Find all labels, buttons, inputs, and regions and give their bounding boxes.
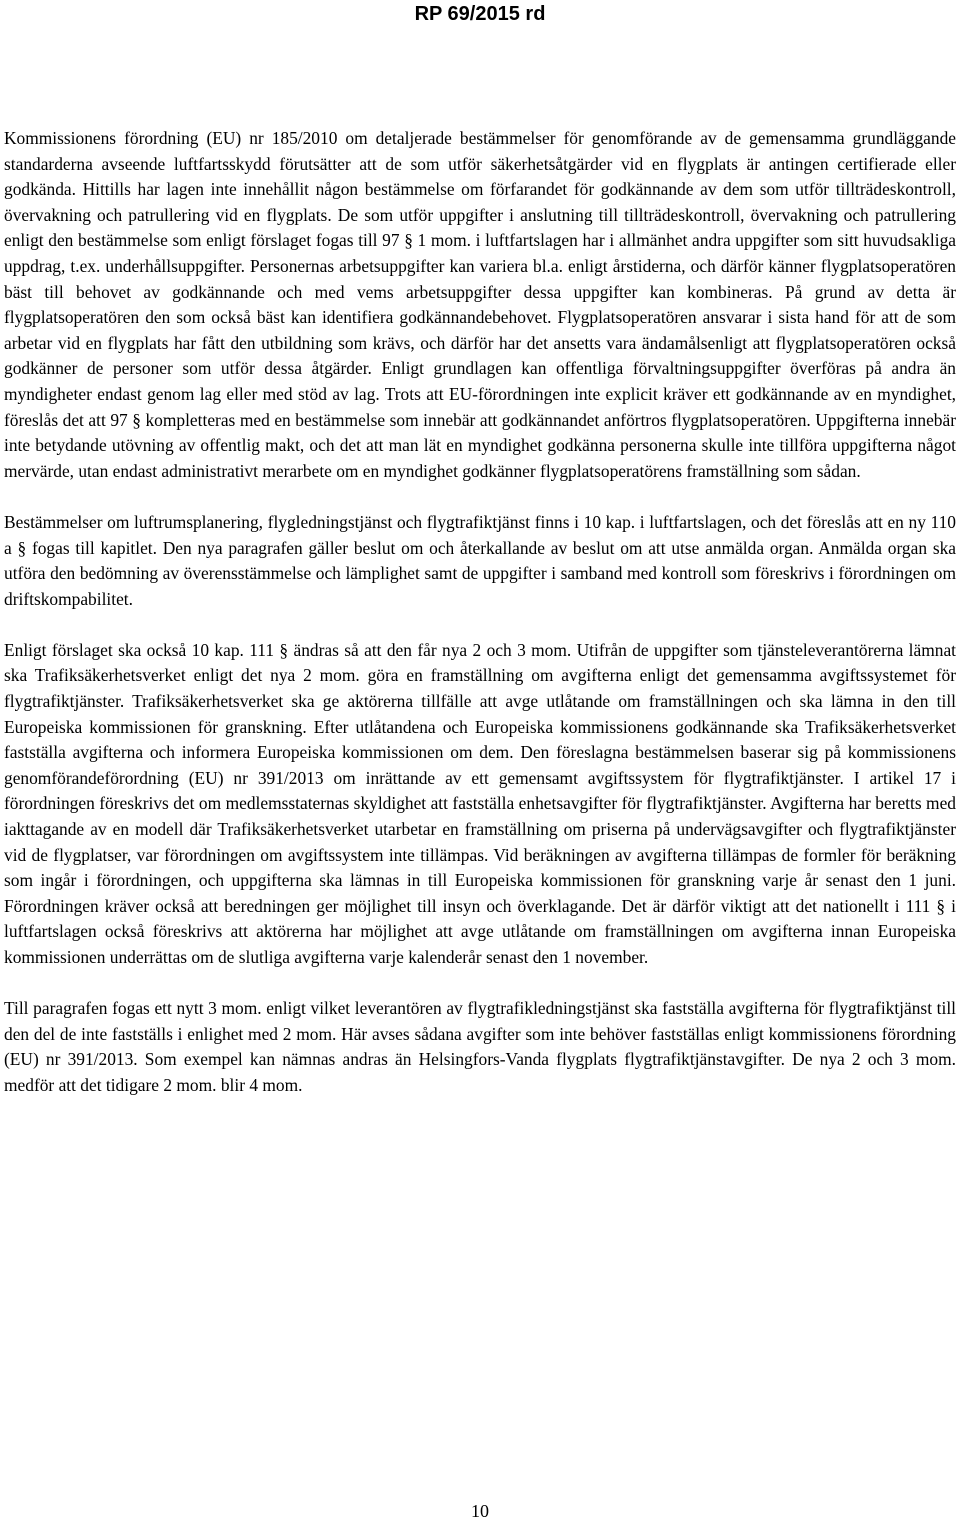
paragraph-airspace-planning: Bestämmelser om luftrumsplanering, flygledningstjänst och flygtrafiktjänst finns i 10 kap. i luftfartslagen, och det föreslås att en ny 110 a § fogas till kapitlet. Den nya paragrafen gäller beslut om och återkallande av beslut om att utse anmälda organ. Anmälda organ ska utföra den bedömning av överensstämmelse och lämplighet samt de uppgifter i samband med kontroll som föreskrivs i förordningen om driftskompabilitet.	[4, 511, 956, 609]
page-number: 10	[471, 1501, 489, 1521]
paragraph-new-moment: Till paragrafen fogas ett nytt 3 mom. enligt vilket leverantören av flygtrafikledningstjänst ska fastställa avgifterna för flygtrafiktjänst till den del de inte fastställs i enlighet med 2 mom. Här avses sådana avgifter som inte behöver fastställas enligt kommissionens förordning (EU) nr 391/2013. Som exempel kan nämnas andras än Helsingfors-Vanda flygplats flygtrafiktjänstavgifter. De nya 2 och 3 mom. medför att det tidigare 2 mom. blir 4 mom.	[4, 998, 956, 1095]
paragraph-aviation-security-approval: Kommissionens förordning (EU) nr 185/2010 om detaljerade bestämmelser för genomförande av de gemensamma grundläggande standarderna avseende luftfartsskydd förutsätter att de som utför säkerhetsåtgärder vid en flygplats är antingen certifierade eller godkända. Hittills har lagen inte innehållit någon bestämmelse om förfarandet för godkännande av dem som utför tillträdeskontroll, övervakning och patrullering vid en flygplats. De som utför uppgifter i anslutning till tillträdeskontroll, övervakning och patrullering enligt den bestämmelse som enligt förslaget fogas till 97 § 1 mom. i luftfartslagen har i allmänhet andra uppgifter som sitt huvudsakliga uppdrag, t.ex. underhållsuppgifter. Personernas arbetsuppgifter kan variera bl.a. enligt årstiderna, och därför känner flygplatsoperatören bäst till behovet av godkännande och med vems arbetsuppgifter dessa uppgifter kan kombineras. På grund av detta är flygplatsoperatören den som också bäst kan identifiera godkännandebehovet. Flygplatsoperatören ansvarar i sista hand för att de som arbetar vid en flygplats har fått den utbildning som krävs, och därför har det ansetts vara ändamålsenligt att flygplatsoperatören också godkänner de personer som utför dessa åtgärder. Enligt grundlagen kan offentliga förvaltningsuppgifter överföras på andra än myndigheter endast genom lag eller med stöd av lag. Trots att EU-förordningen inte explicit kräver ett godkännande av en myndighet, föreslås det att 97 § kompletteras med en bestämmelse som innebär att godkännandet anförtros flygplatsoperatören. Uppgifterna innebär inte betydande utövning av offentlig makt, och det att man lät en myndighet godkänna personerna skulle inte tillföra uppgifterna något mervärde, utan endast administrativt merarbete om en myndighet godkänner flygplatsoperatörens framställning som sådan.	[4, 128, 956, 481]
document-body	[4, 126, 956, 1099]
document-header: RP 69/2015 rd	[414, 3, 546, 25]
paragraph-charges-proposal: Enligt förslaget ska också 10 kap. 111 § ändras så att den får nya 2 och 3 mom. Utifrån de uppgifter som tjänsteleverantörerna lämnat ska Trafiksäkerhetsverket enligt det nya 2 mom. göra en framställning om avgifterna enligt det gemensamma avgiftssystemet för flygtrafiktjänster. Trafiksäkerhetsverket ska ge aktörerna tillfälle att avge utlåtande om framställningen och ska lämna in den till Europeiska kommissionen för granskning. Efter utlåtandena och Europeiska kommissionens godkännande ska Trafiksäkerhetsverket fastställa avgifterna och informera Europeiska kommissionen om dem. Den föreslagna bestämmelsen baserar sig på kommissionens genomförandeförordning (EU) nr 391/2013 om inrättande av ett gemensamt avgiftssystem för flygtrafiktjänster. I artikel 17 i förordningen föreskrivs det om medlemsstaternas skyldighet att fastställa enhetsavgifter för flygtrafiktjänster. Avgifterna har beretts med iakttagande av en modell där Trafiksäkerhetsverket utarbetar en framställning om priserna på undervägsavgifter och flygtrafiktjänster vid de flygplatser, var förordningen om avgiftssystem inte tillämpas. Vid beräkningen av avgifterna tillämpas de formler för beräkning som ingår i förordningen, och uppgifterna ska lämnas in till Europeiska kommissionen för granskning varje år senast den 1 juni. Förordningen kräver också att beredningen ger möjlighet till insyn och överklagande. Det är därför viktigt att det nationellt i 111 § i luftfartslagen också föreskrivs att aktörerna har möjlighet att avge utlåtande om framställningen om avgifterna innan Europeiska kommissionen underrättas om de slutliga avgifterna varje kalenderår senast den 1 november.	[4, 639, 956, 967]
